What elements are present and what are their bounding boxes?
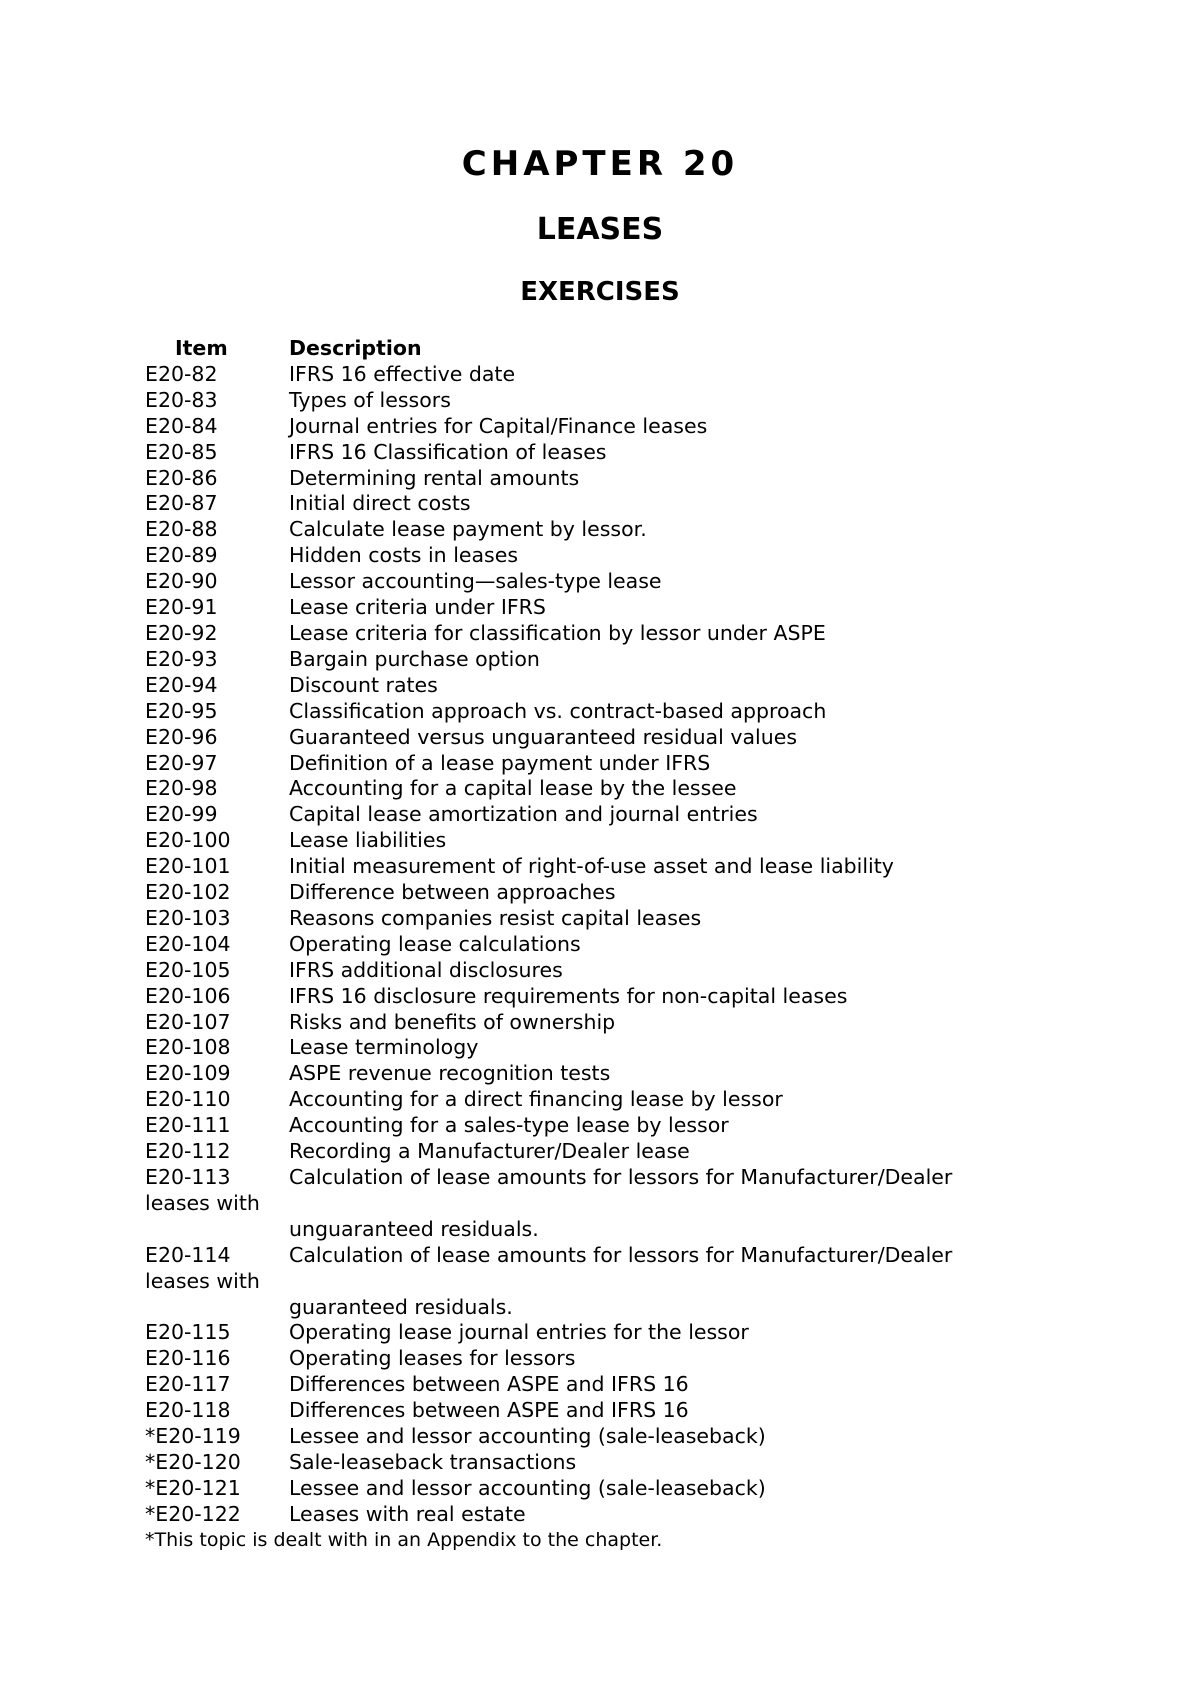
row-description: Calculation of lease amounts for lessors for Manufacturer/Dealer [289,1242,953,1267]
row-description: Recording a Manufacturer/Dealer lease [289,1139,690,1164]
row-item: E20-98 [145,776,218,801]
row-description: Lessee and lessor accounting (sale-leaseback) [289,1424,766,1449]
row-description: Lease liabilities [289,828,447,853]
table-row [145,828,1045,854]
column-header-description: Description [289,336,422,360]
row-description-continuation: unguaranteed residuals. [289,1216,539,1241]
row-item: E20-118 [145,1398,231,1423]
table-row [145,1113,1045,1139]
table-body-tail [145,1320,1045,1527]
table-row [145,906,1045,932]
row-description: Journal entries for Capital/Finance leases [289,413,708,438]
row-description: IFRS 16 effective date [289,361,516,386]
table-row [145,1476,1045,1502]
row-description: Leases with real estate [289,1501,526,1526]
row-item: *E20-119 [145,1424,241,1449]
table-row [145,1243,1045,1269]
row-description: Accounting for a capital lease by the lessee [289,776,737,801]
row-description: Lessee and lessor accounting (sale-leaseback) [289,1475,766,1500]
row-item: E20-110 [145,1087,231,1112]
table-row [145,880,1045,906]
row-description: Lessor accounting—sales-type lease [289,569,662,594]
table-row [145,1502,1045,1528]
row-item: E20-114 [145,1242,231,1267]
row-item: *E20-120 [145,1449,241,1474]
table-row [145,1398,1045,1424]
table-row [145,1450,1045,1476]
table-row [145,751,1045,777]
row-description: Operating lease journal entries for the lessor [289,1320,749,1345]
row-item: *E20-121 [145,1475,241,1500]
row-item: E20-115 [145,1320,231,1345]
table-row [145,517,1045,543]
table-row [145,491,1045,517]
section-title: EXERCISES [520,277,680,307]
row-item: E20-99 [145,802,218,827]
row-item: E20-116 [145,1346,231,1371]
row-description: Determining rental amounts [289,465,580,490]
table-row [145,647,1045,673]
row-description: Differences between ASPE and IFRS 16 [289,1398,689,1423]
row-item: E20-83 [145,387,218,412]
table-body [145,362,1045,1165]
row-description: Accounting for a direct financing lease by lessor [289,1087,783,1112]
table-row [145,595,1045,621]
row-item: E20-96 [145,724,218,749]
exercise-table [145,336,1045,1552]
row-item: E20-112 [145,1139,231,1164]
row-item: E20-94 [145,672,218,697]
row-item: E20-102 [145,880,231,905]
row-description-wrap: leases with [145,1190,260,1215]
table-row [145,440,1045,466]
row-item: E20-117 [145,1372,231,1397]
table-row [145,1372,1045,1398]
row-item: E20-111 [145,1113,231,1138]
table-row [145,388,1045,414]
row-item: E20-88 [145,517,218,542]
row-item: E20-84 [145,413,218,438]
table-row [145,725,1045,751]
table-row [145,699,1045,725]
row-description: Lease terminology [289,1035,479,1060]
row-description: Bargain purchase option [289,646,540,671]
row-description: Definition of a lease payment under IFRS [289,750,711,775]
row-item: E20-113 [145,1165,231,1189]
row-description: Lease criteria for classification by lessor under ASPE [289,620,826,645]
row-item: E20-95 [145,698,218,723]
row-description: Initial measurement of right-of-use asset and lease liability [289,854,894,879]
row-description: Hidden costs in leases [289,543,519,568]
row-description: Capital lease amortization and journal entries [289,802,758,827]
row-item: E20-87 [145,491,218,516]
footnote: *This topic is dealt with in an Appendix to the chapter. [145,1528,663,1551]
row-description: Calculate lease payment by lessor. [289,517,647,542]
table-row [145,984,1045,1010]
table-row [145,673,1045,699]
row-description: Sale-leaseback transactions [289,1449,577,1474]
row-description-wrap: leases with [145,1268,260,1293]
row-item: E20-82 [145,361,218,386]
table-row [145,1165,1045,1191]
row-item: E20-89 [145,543,218,568]
table-row [145,1010,1045,1036]
row-description: IFRS 16 disclosure requirements for non-capital leases [289,983,848,1008]
row-description: Discount rates [289,672,438,697]
row-item: E20-92 [145,620,218,645]
table-row [145,621,1045,647]
row-description: ASPE revenue recognition tests [289,1061,611,1086]
row-item: E20-106 [145,983,231,1008]
row-description-continuation: guaranteed residuals. [289,1294,513,1319]
topic-title: LEASES [536,212,664,247]
row-item: *E20-122 [145,1501,241,1526]
row-description: Differences between ASPE and IFRS 16 [289,1372,689,1397]
table-header-row [145,336,1045,362]
row-description: Accounting for a sales-type lease by lessor [289,1113,729,1138]
table-row [145,1035,1045,1061]
row-description: Operating leases for lessors [289,1346,576,1371]
row-item: E20-100 [145,828,231,853]
table-row [145,543,1045,569]
row-description: Calculation of lease amounts for lessors for Manufacturer/Dealer [289,1165,953,1189]
table-row [145,414,1045,440]
row-item: E20-103 [145,905,231,930]
table-row [145,1320,1045,1346]
table-row [145,802,1045,828]
chapter-title: CHAPTER 20 [461,144,739,184]
row-description: IFRS 16 Classification of leases [289,439,607,464]
row-description: Operating lease calculations [289,931,581,956]
column-header-item: Item [175,336,228,360]
row-item: E20-97 [145,750,218,775]
row-item: E20-85 [145,439,218,464]
row-item: E20-91 [145,595,218,620]
table-row [145,932,1045,958]
table-row [145,1424,1045,1450]
row-item: E20-109 [145,1061,231,1086]
row-description: Difference between approaches [289,880,616,905]
table-row [145,854,1045,880]
table-row [145,362,1045,388]
row-item: E20-104 [145,931,231,956]
row-item: E20-108 [145,1035,231,1060]
row-description: Initial direct costs [289,491,471,516]
table-row [145,1139,1045,1165]
table-row [145,466,1045,492]
row-item: E20-93 [145,646,218,671]
row-item: E20-86 [145,465,218,490]
row-description: Guaranteed versus unguaranteed residual values [289,724,798,749]
table-row [145,1061,1045,1087]
table-row [145,1346,1045,1372]
table-row [145,1087,1045,1113]
row-item: E20-105 [145,957,231,982]
row-item: E20-90 [145,569,218,594]
row-item: E20-107 [145,1009,231,1034]
row-description: Lease criteria under IFRS [289,595,546,620]
row-description: IFRS additional disclosures [289,957,563,982]
table-row [145,958,1045,984]
row-description: Reasons companies resist capital leases [289,905,702,930]
row-description: Risks and benefits of ownership [289,1009,616,1034]
row-description: Classification approach vs. contract-based approach [289,698,827,723]
row-description: Types of lessors [289,387,451,412]
row-item: E20-101 [145,854,231,879]
table-row [145,569,1045,595]
table-row [145,776,1045,802]
